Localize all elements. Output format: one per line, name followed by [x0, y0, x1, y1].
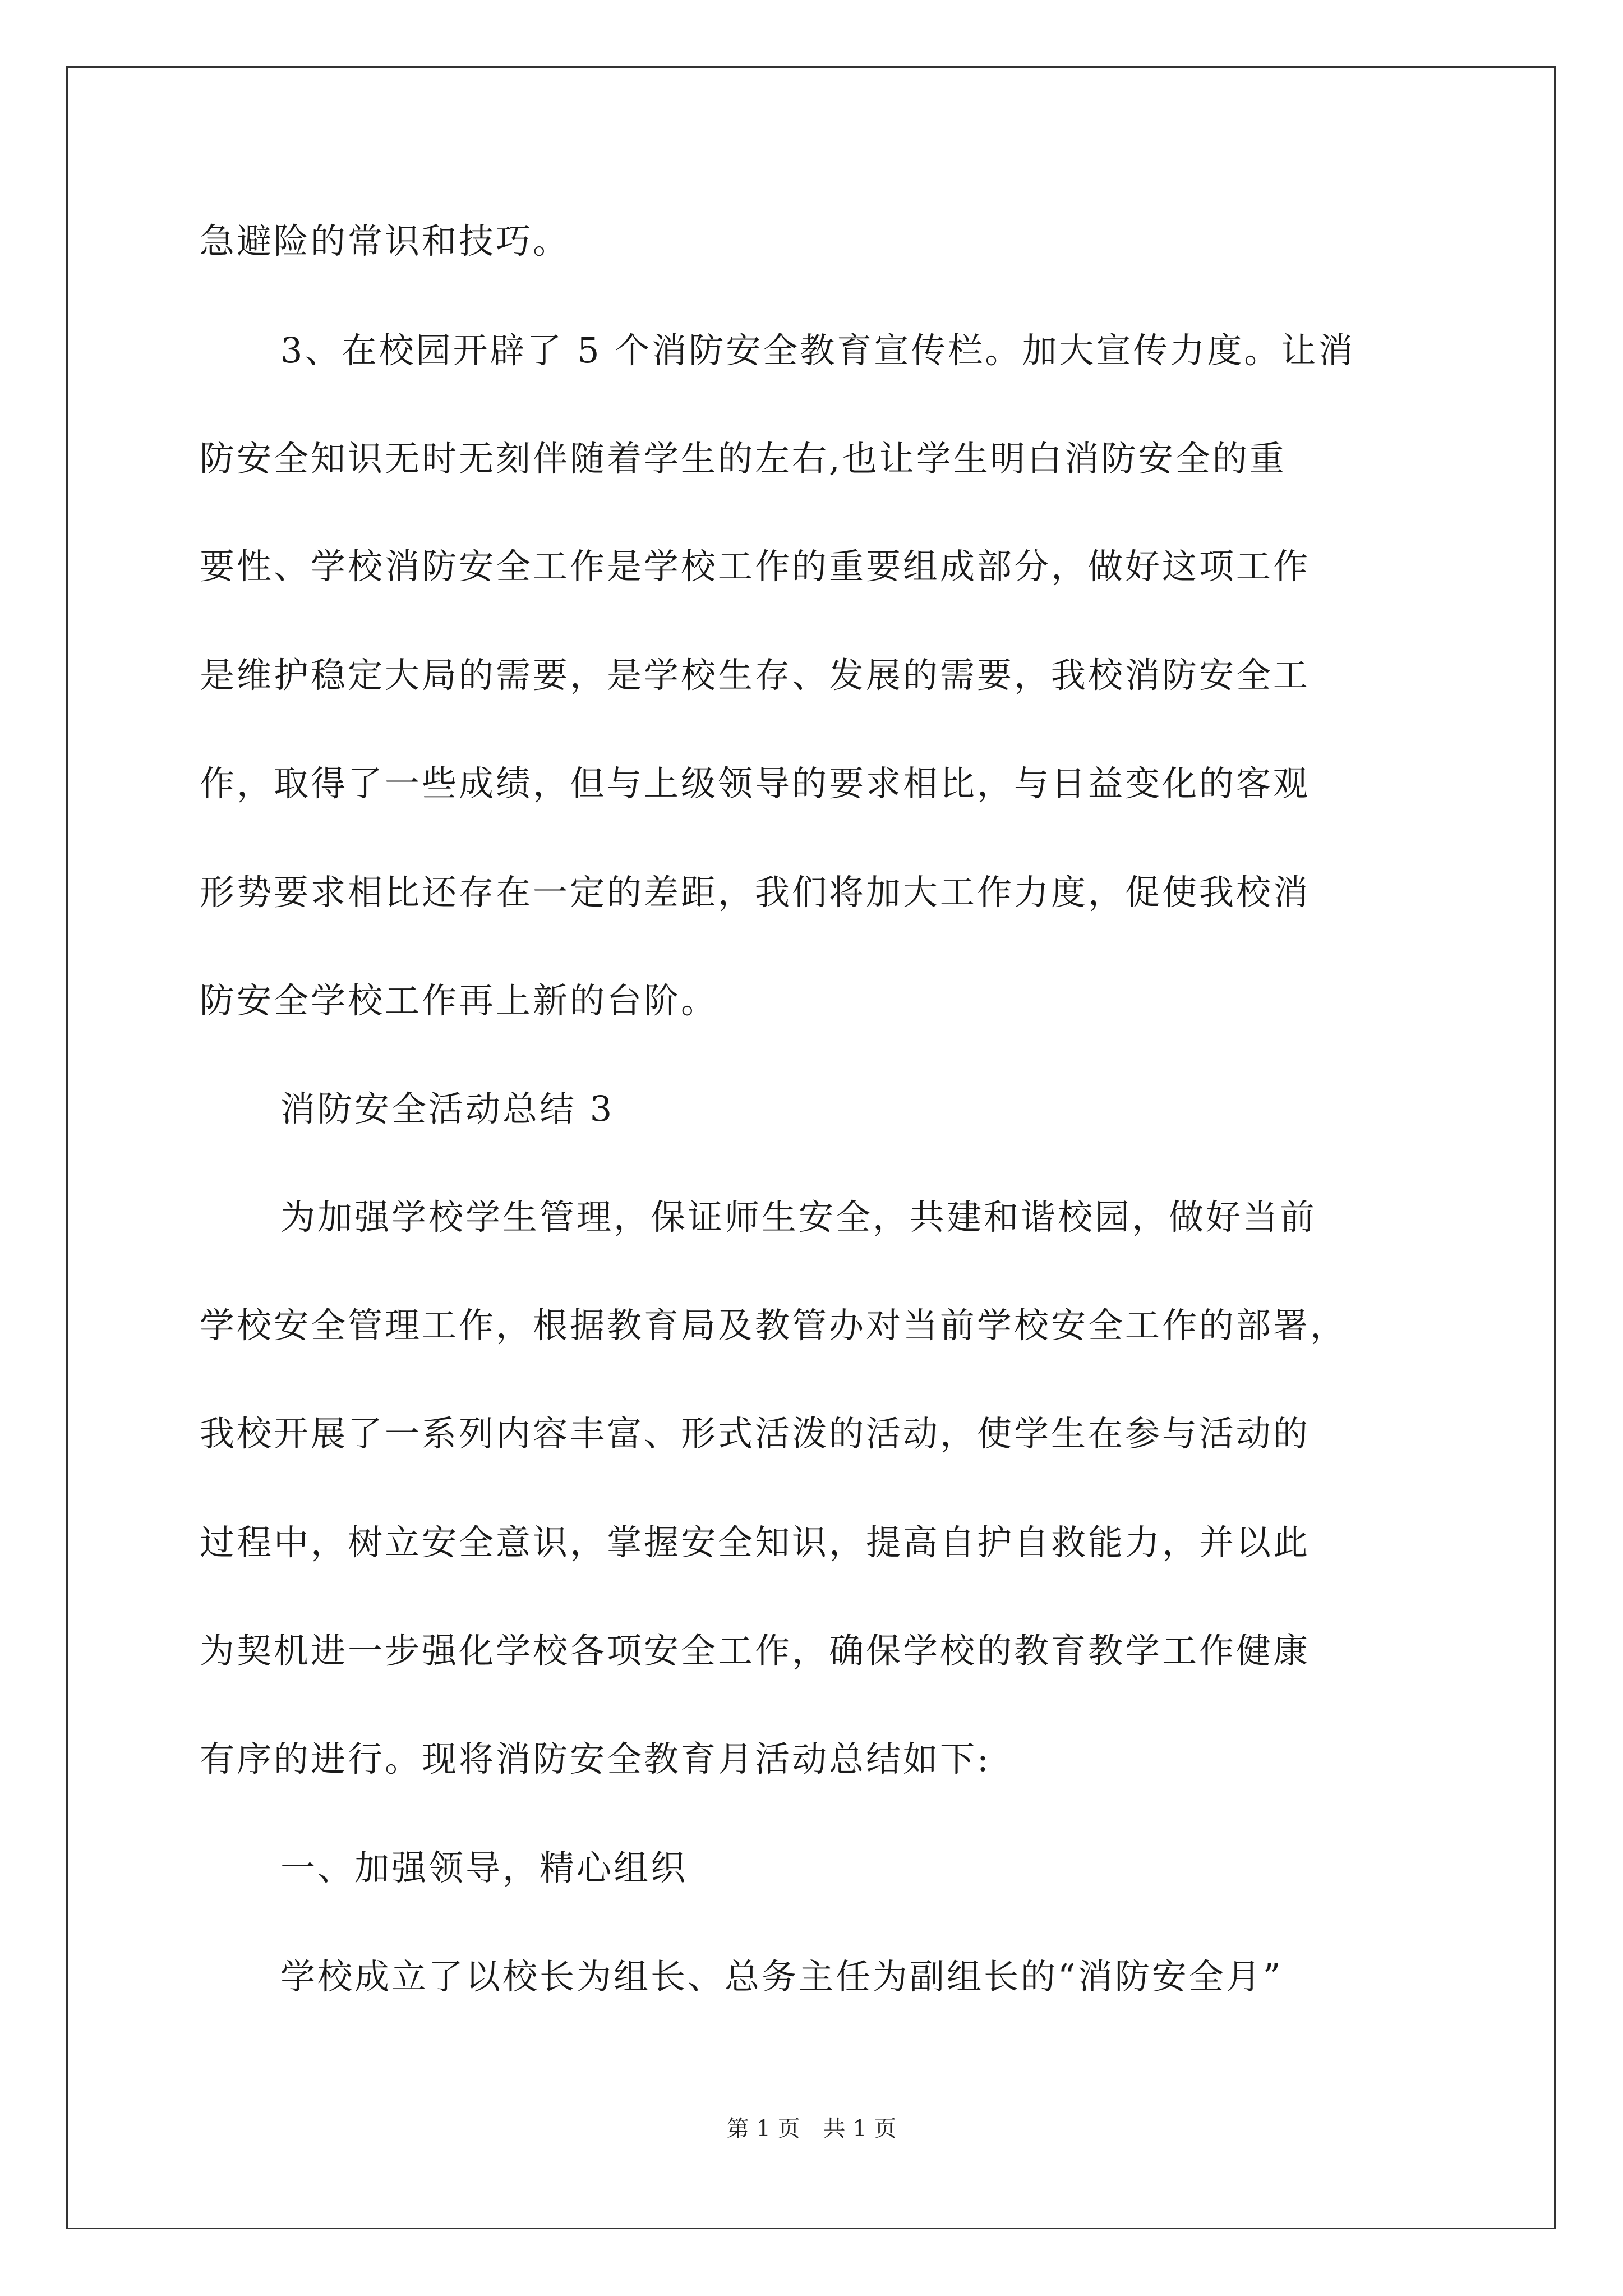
text-line: 急避险的常识和技巧。: [200, 220, 570, 261]
text-line: 为契机进一步强化学校各项安全工作，确保学校的教育教学工作健康: [200, 1630, 1311, 1671]
text-line: 3、在校园开辟了 5 个消防安全教育宣传栏。加大宣传力度。让消: [280, 330, 1355, 371]
subheading: 一、加强领导，精心组织: [280, 1847, 688, 1888]
text-line: 为加强学校学生管理，保证师生安全，共建和谐校园，做好当前: [280, 1197, 1317, 1237]
text-line: 有序的进行。现将消防安全教育月活动总结如下:: [200, 1738, 991, 1779]
text-line: 学校成立了以校长为组长、总务主任为副组长的“消防安全月”: [280, 1956, 1283, 1997]
text-line: 作，取得了一些成绩，但与上级领导的要求相比，与日益变化的客观: [200, 763, 1311, 804]
text-line: 过程中，树立安全意识，掌握安全知识，提高自护自救能力，并以此: [200, 1522, 1311, 1563]
text-line: 防安全学校工作再上新的台阶。: [200, 980, 718, 1021]
page-total: 共 1 页: [823, 2116, 897, 2142]
text-line: 是维护稳定大局的需要，是学校生存、发展的需要，我校消防安全工: [200, 655, 1311, 696]
text-line: 我校开展了一系列内容丰富、形式活泼的活动，使学生在参与活动的: [200, 1413, 1311, 1454]
text-line: 要性、学校消防安全工作是学校工作的重要组成部分，做好这项工作: [200, 546, 1311, 587]
page-footer: [0, 2115, 1623, 2143]
section-title: 消防安全活动总结 3: [280, 1088, 615, 1129]
page-number: 第 1 页: [726, 2116, 800, 2142]
text-line: 形势要求相比还存在一定的差距，我们将加大工作力度，促使我校消: [200, 872, 1311, 913]
text-line: 学校安全管理工作，根据教育局及教管办对当前学校安全工作的部署，: [200, 1305, 1348, 1346]
text-line: 防安全知识无时无刻伴随着学生的左右,也让学生明白消防安全的重: [200, 438, 1287, 479]
page-border: [66, 66, 1556, 2229]
